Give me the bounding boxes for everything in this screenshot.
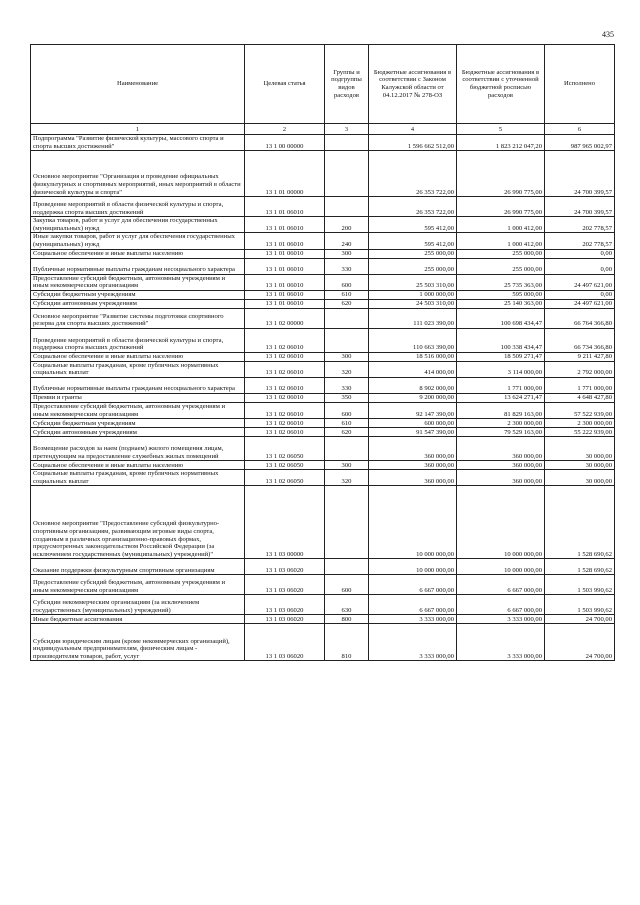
row-target-article-cell: 13 1 03 06020 — [245, 595, 325, 615]
row-target-article-cell: 13 1 02 06010 — [245, 402, 325, 418]
row-expense-group-cell — [325, 135, 369, 151]
row-name-cell: Возмещение расходов за наем (поднаем) жилого помещения лицам, претендующим на предоставление служебных жилых помещений — [31, 437, 245, 461]
row-refined-allocation-cell: 6 667 000,00 — [457, 595, 545, 615]
row-name-cell: Оказание поддержки физкультурным спортивным организациям — [31, 559, 245, 575]
row-law-allocation-cell: 92 147 390,00 — [369, 402, 457, 418]
row-executed-cell: 66 734 366,80 — [545, 328, 615, 352]
row-refined-allocation-cell: 595 000,00 — [457, 290, 545, 299]
row-law-allocation-cell: 18 516 000,00 — [369, 352, 457, 361]
row-executed-cell: 24 700,00 — [545, 615, 615, 624]
row-expense-group-cell: 320 — [325, 470, 369, 486]
row-target-article-cell: 13 1 02 06010 — [245, 361, 325, 377]
column-number-row — [31, 124, 615, 135]
table-row — [31, 249, 615, 258]
column-number: 5 — [457, 124, 545, 135]
row-executed-cell: 202 778,57 — [545, 233, 615, 249]
row-law-allocation-cell: 1 000 000,00 — [369, 290, 457, 299]
row-executed-cell: 24 700,00 — [545, 624, 615, 661]
row-name-cell: Социальное обеспечение и иные выплаты населению — [31, 249, 245, 258]
row-target-article-cell: 13 1 03 00000 — [245, 486, 325, 559]
row-law-allocation-cell: 255 000,00 — [369, 258, 457, 274]
column-number: 6 — [545, 124, 615, 135]
row-executed-cell: 1 528 690,62 — [545, 486, 615, 559]
row-target-article-cell: 13 1 01 06010 — [245, 233, 325, 249]
row-law-allocation-cell: 110 663 390,00 — [369, 328, 457, 352]
row-refined-allocation-cell: 25 735 363,00 — [457, 274, 545, 290]
row-target-article-cell: 13 1 01 06010 — [245, 274, 325, 290]
row-name-cell: Публичные нормативные выплаты гражданам несоциального характера — [31, 258, 245, 274]
row-refined-allocation-cell: 360 000,00 — [457, 437, 545, 461]
row-target-article-cell: 13 1 01 06010 — [245, 249, 325, 258]
row-expense-group-cell: 600 — [325, 575, 369, 595]
row-refined-allocation-cell: 255 000,00 — [457, 249, 545, 258]
row-law-allocation-cell: 360 000,00 — [369, 437, 457, 461]
row-expense-group-cell — [325, 437, 369, 461]
header-executed: Исполнено — [545, 45, 615, 124]
row-expense-group-cell: 620 — [325, 299, 369, 308]
row-law-allocation-cell: 6 667 000,00 — [369, 595, 457, 615]
row-refined-allocation-cell: 1 771 000,00 — [457, 377, 545, 393]
row-law-allocation-cell: 360 000,00 — [369, 470, 457, 486]
table-row — [31, 393, 615, 402]
table-row — [31, 274, 615, 290]
row-name-cell: Предоставление субсидий бюджетным, автономным учреждениям и иным некоммерческим организациям — [31, 274, 245, 290]
row-target-article-cell: 13 1 00 00000 — [245, 135, 325, 151]
row-target-article-cell: 13 1 03 06020 — [245, 624, 325, 661]
row-expense-group-cell: 350 — [325, 393, 369, 402]
row-name-cell: Основное мероприятие "Предоставление субсидий физкультурно-спортивным организациям, развивающим игровые виды спорта, созданным в различных организационно-правовых формах, предусмотренных законодательством Российской Федерации (за исключением государственных (муниципальных) учреждений)" — [31, 486, 245, 559]
row-refined-allocation-cell: 79 529 163,00 — [457, 428, 545, 437]
row-executed-cell: 1 771 000,00 — [545, 377, 615, 393]
row-law-allocation-cell: 360 000,00 — [369, 461, 457, 470]
table-row — [31, 308, 615, 328]
row-expense-group-cell: 330 — [325, 258, 369, 274]
row-refined-allocation-cell: 13 624 271,47 — [457, 393, 545, 402]
row-law-allocation-cell: 595 412,00 — [369, 217, 457, 233]
row-law-allocation-cell: 10 000 000,00 — [369, 559, 457, 575]
table-header — [31, 45, 615, 124]
row-expense-group-cell: 300 — [325, 249, 369, 258]
header-name: Наименование — [31, 45, 245, 124]
row-law-allocation-cell: 91 547 390,00 — [369, 428, 457, 437]
row-target-article-cell: 13 1 03 06020 — [245, 559, 325, 575]
row-executed-cell: 24 700 399,57 — [545, 197, 615, 217]
row-expense-group-cell: 800 — [325, 615, 369, 624]
row-name-cell: Социальные выплаты гражданам, кроме публичных нормативных социальных выплат — [31, 470, 245, 486]
column-number: 3 — [325, 124, 369, 135]
row-target-article-cell: 13 1 03 06020 — [245, 615, 325, 624]
row-target-article-cell: 13 1 01 06010 — [245, 258, 325, 274]
row-refined-allocation-cell: 1 823 212 047,20 — [457, 135, 545, 151]
row-expense-group-cell: 610 — [325, 419, 369, 428]
table-body — [31, 135, 615, 661]
row-name-cell: Основное мероприятие "Развитие системы подготовки спортивного резерва для спорта высших достижений" — [31, 308, 245, 328]
row-target-article-cell: 13 1 01 00000 — [245, 151, 325, 197]
row-name-cell: Публичные нормативные выплаты гражданам несоциального характера — [31, 377, 245, 393]
row-target-article-cell: 13 1 01 06010 — [245, 217, 325, 233]
row-name-cell: Социальное обеспечение и иные выплаты населению — [31, 352, 245, 361]
row-name-cell: Премии и гранты — [31, 393, 245, 402]
row-name-cell: Проведение мероприятий в области физической культуры и спорта, поддержка спорта высших достижений — [31, 328, 245, 352]
row-expense-group-cell: 330 — [325, 377, 369, 393]
row-name-cell: Основное мероприятие "Организация и проведение официальных физкультурных и спортивных мероприятий, иных мероприятий в области физической культуры и спорта" — [31, 151, 245, 197]
row-executed-cell: 0,00 — [545, 290, 615, 299]
table-row — [31, 559, 615, 575]
row-expense-group-cell: 320 — [325, 361, 369, 377]
row-refined-allocation-cell: 26 990 775,00 — [457, 197, 545, 217]
row-executed-cell: 4 648 427,80 — [545, 393, 615, 402]
row-expense-group-cell — [325, 559, 369, 575]
row-executed-cell: 24 497 621,00 — [545, 274, 615, 290]
table-row — [31, 151, 615, 197]
row-refined-allocation-cell: 100 698 434,47 — [457, 308, 545, 328]
row-expense-group-cell — [325, 151, 369, 197]
row-refined-allocation-cell: 25 140 363,00 — [457, 299, 545, 308]
row-expense-group-cell: 600 — [325, 402, 369, 418]
page-number: 435 — [602, 30, 614, 39]
row-name-cell: Социальные выплаты гражданам, кроме публичных нормативных социальных выплат — [31, 361, 245, 377]
row-expense-group-cell: 810 — [325, 624, 369, 661]
row-expense-group-cell: 600 — [325, 274, 369, 290]
row-law-allocation-cell: 6 667 000,00 — [369, 575, 457, 595]
row-refined-allocation-cell: 3 333 000,00 — [457, 624, 545, 661]
row-name-cell: Проведение мероприятий в области физической культуры и спорта, поддержка спорта высших достижений — [31, 197, 245, 217]
table-row — [31, 486, 615, 559]
table-row — [31, 299, 615, 308]
table-row — [31, 428, 615, 437]
row-law-allocation-cell: 600 000,00 — [369, 419, 457, 428]
row-expense-group-cell: 630 — [325, 595, 369, 615]
row-expense-group-cell: 300 — [325, 352, 369, 361]
row-executed-cell: 0,00 — [545, 258, 615, 274]
row-executed-cell: 1 528 690,62 — [545, 559, 615, 575]
row-law-allocation-cell: 414 000,00 — [369, 361, 457, 377]
row-refined-allocation-cell: 255 000,00 — [457, 258, 545, 274]
row-expense-group-cell: 240 — [325, 233, 369, 249]
row-name-cell: Субсидии бюджетным учреждениям — [31, 290, 245, 299]
table-row — [31, 197, 615, 217]
row-executed-cell: 30 000,00 — [545, 461, 615, 470]
row-law-allocation-cell: 255 000,00 — [369, 249, 457, 258]
row-executed-cell: 57 522 939,00 — [545, 402, 615, 418]
row-name-cell: Субсидии юридическим лицам (кроме некоммерческих организаций), индивидуальным предпринимателям, физическим лицам - производителям товаров, работ, услуг — [31, 624, 245, 661]
budget-table — [30, 44, 615, 661]
row-executed-cell: 202 778,57 — [545, 217, 615, 233]
row-law-allocation-cell: 26 353 722,00 — [369, 197, 457, 217]
row-name-cell: Подпрограмма "Развитие физической культуры, массового спорта и спорта высших достижений" — [31, 135, 245, 151]
row-target-article-cell: 13 1 02 06010 — [245, 419, 325, 428]
row-target-article-cell: 13 1 02 06050 — [245, 437, 325, 461]
row-target-article-cell: 13 1 01 06010 — [245, 299, 325, 308]
table-row — [31, 135, 615, 151]
table-row — [31, 419, 615, 428]
row-executed-cell: 30 000,00 — [545, 470, 615, 486]
table-row — [31, 437, 615, 461]
row-executed-cell: 2 792 000,00 — [545, 361, 615, 377]
row-refined-allocation-cell: 3 114 000,00 — [457, 361, 545, 377]
row-refined-allocation-cell: 10 000 000,00 — [457, 486, 545, 559]
row-target-article-cell: 13 1 01 06010 — [245, 197, 325, 217]
table-row — [31, 595, 615, 615]
row-executed-cell: 30 000,00 — [545, 437, 615, 461]
header-refined-allocation: Бюджетные ассигнования в соответствии с уточненной бюджетной росписью расходов — [457, 45, 545, 124]
row-expense-group-cell — [325, 486, 369, 559]
row-executed-cell: 0,00 — [545, 249, 615, 258]
row-target-article-cell: 13 1 01 06010 — [245, 290, 325, 299]
row-law-allocation-cell: 9 200 000,00 — [369, 393, 457, 402]
table-row — [31, 258, 615, 274]
table-row — [31, 361, 615, 377]
row-law-allocation-cell: 24 503 310,00 — [369, 299, 457, 308]
row-law-allocation-cell: 1 596 662 512,00 — [369, 135, 457, 151]
table-row — [31, 233, 615, 249]
row-refined-allocation-cell: 2 300 000,00 — [457, 419, 545, 428]
column-number: 1 — [31, 124, 245, 135]
row-name-cell: Иные закупки товаров, работ и услуг для обеспечения государственных (муниципальных) нужд — [31, 233, 245, 249]
row-name-cell: Социальное обеспечение и иные выплаты населению — [31, 461, 245, 470]
row-target-article-cell: 13 1 02 06010 — [245, 393, 325, 402]
row-executed-cell: 1 503 990,62 — [545, 595, 615, 615]
row-name-cell: Субсидии автономным учреждениям — [31, 299, 245, 308]
table-row — [31, 328, 615, 352]
table-row — [31, 290, 615, 299]
table-row — [31, 402, 615, 418]
row-refined-allocation-cell: 1 000 412,00 — [457, 233, 545, 249]
row-law-allocation-cell: 8 902 000,00 — [369, 377, 457, 393]
row-law-allocation-cell: 10 000 000,00 — [369, 486, 457, 559]
row-executed-cell: 2 300 000,00 — [545, 419, 615, 428]
row-name-cell: Предоставление субсидий бюджетным, автономным учреждениям и иным некоммерческим организациям — [31, 575, 245, 595]
row-name-cell: Субсидии некоммерческим организациям (за исключением государственных (муниципальных) учреждений) — [31, 595, 245, 615]
row-executed-cell: 9 211 427,80 — [545, 352, 615, 361]
row-executed-cell: 24 497 621,00 — [545, 299, 615, 308]
row-expense-group-cell: 200 — [325, 217, 369, 233]
row-refined-allocation-cell: 10 000 000,00 — [457, 559, 545, 575]
table-row — [31, 615, 615, 624]
row-executed-cell: 987 965 002,97 — [545, 135, 615, 151]
row-refined-allocation-cell: 360 000,00 — [457, 470, 545, 486]
row-target-article-cell: 13 1 02 06050 — [245, 461, 325, 470]
row-expense-group-cell — [325, 308, 369, 328]
row-law-allocation-cell: 111 023 390,00 — [369, 308, 457, 328]
row-refined-allocation-cell: 360 000,00 — [457, 461, 545, 470]
row-target-article-cell: 13 1 02 06050 — [245, 470, 325, 486]
row-name-cell: Иные бюджетные ассигнования — [31, 615, 245, 624]
row-refined-allocation-cell: 6 667 000,00 — [457, 575, 545, 595]
row-target-article-cell: 13 1 02 06010 — [245, 328, 325, 352]
row-name-cell: Закупка товаров, работ и услуг для обеспечения государственных (муниципальных) нужд — [31, 217, 245, 233]
column-number: 4 — [369, 124, 457, 135]
row-executed-cell: 55 222 939,00 — [545, 428, 615, 437]
row-law-allocation-cell: 595 412,00 — [369, 233, 457, 249]
row-executed-cell: 66 764 366,80 — [545, 308, 615, 328]
row-expense-group-cell: 620 — [325, 428, 369, 437]
table-row — [31, 575, 615, 595]
row-refined-allocation-cell: 3 333 000,00 — [457, 615, 545, 624]
row-target-article-cell: 13 1 03 06020 — [245, 575, 325, 595]
row-name-cell: Предоставление субсидий бюджетным, автономным учреждениям и иным некоммерческим организациям — [31, 402, 245, 418]
table-row — [31, 352, 615, 361]
row-target-article-cell: 13 1 02 06010 — [245, 428, 325, 437]
row-refined-allocation-cell: 1 000 412,00 — [457, 217, 545, 233]
row-expense-group-cell — [325, 197, 369, 217]
row-law-allocation-cell: 25 503 310,00 — [369, 274, 457, 290]
row-refined-allocation-cell: 26 990 775,00 — [457, 151, 545, 197]
row-law-allocation-cell: 3 333 000,00 — [369, 615, 457, 624]
table-row — [31, 624, 615, 661]
row-executed-cell: 1 503 990,62 — [545, 575, 615, 595]
row-target-article-cell: 13 1 02 00000 — [245, 308, 325, 328]
row-refined-allocation-cell: 18 509 271,47 — [457, 352, 545, 361]
column-number: 2 — [245, 124, 325, 135]
row-target-article-cell: 13 1 02 06010 — [245, 352, 325, 361]
table-row — [31, 470, 615, 486]
table-row — [31, 461, 615, 470]
row-executed-cell: 24 700 399,57 — [545, 151, 615, 197]
row-name-cell: Субсидии бюджетным учреждениям — [31, 419, 245, 428]
row-expense-group-cell: 300 — [325, 461, 369, 470]
row-target-article-cell: 13 1 02 06010 — [245, 377, 325, 393]
table-row — [31, 377, 615, 393]
row-expense-group-cell — [325, 328, 369, 352]
table-row — [31, 217, 615, 233]
row-law-allocation-cell: 26 353 722,00 — [369, 151, 457, 197]
header-expense-group: Группы и подгруппы видов расходов — [325, 45, 369, 124]
row-refined-allocation-cell: 100 338 434,47 — [457, 328, 545, 352]
header-target-article: Целевая статья — [245, 45, 325, 124]
row-expense-group-cell: 610 — [325, 290, 369, 299]
row-name-cell: Субсидии автономным учреждениям — [31, 428, 245, 437]
header-law-allocation: Бюджетные ассигнования в соответствии с Законом Калужской области от 04.12.2017 № 278-ОЗ — [369, 45, 457, 124]
row-law-allocation-cell: 3 333 000,00 — [369, 624, 457, 661]
row-refined-allocation-cell: 81 829 163,00 — [457, 402, 545, 418]
